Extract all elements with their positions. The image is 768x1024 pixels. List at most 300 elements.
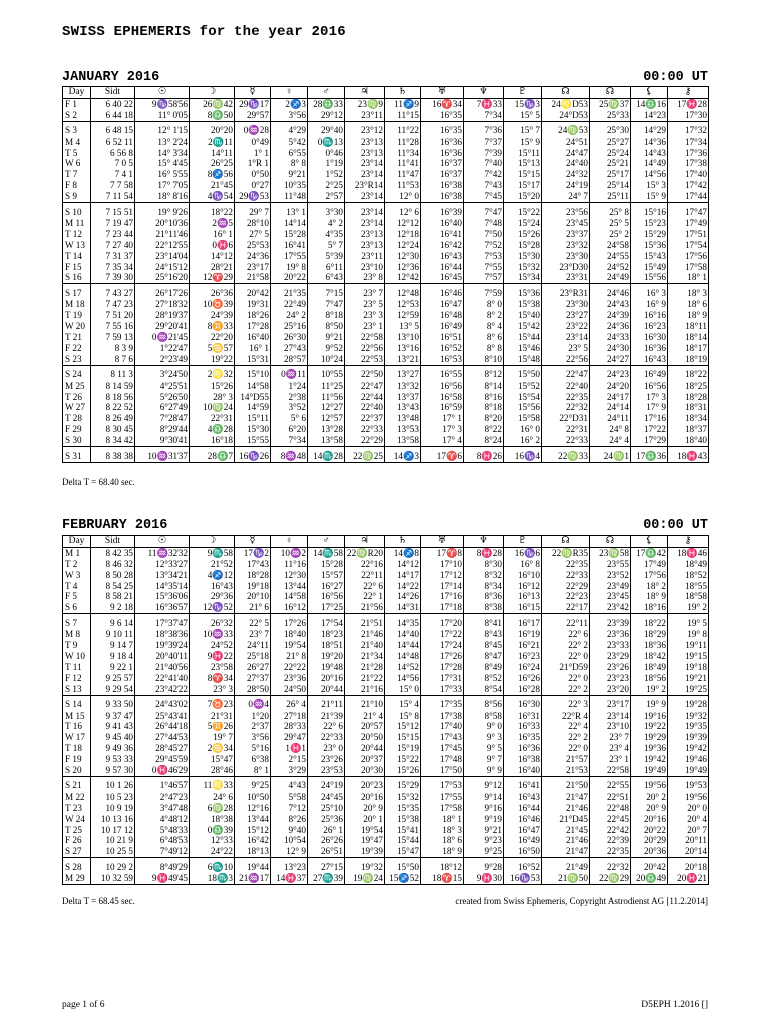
cell-day: T 14 [63,251,91,262]
cell-uranus: 16°51 [421,332,464,343]
column-header-pluto: ♇ [504,87,542,99]
cell-mercury: 17°43 [235,559,271,570]
cell-saturn: 11♐9 [385,99,421,110]
cell-jupiter: 23°13 [345,240,385,251]
column-header-lilith: ⚸ [631,87,668,99]
cell-mercury: 15°31 [235,354,271,365]
cell-pluto: 15°46 [504,343,542,354]
cell-lilith: 15° 3 [631,180,668,191]
cell-pluto: 15°38 [504,299,542,310]
cell-true-node: 24°11 [590,413,631,424]
cell-day: F 26 [63,836,91,847]
cell-moon: 29°36 [190,592,235,603]
cell-uranus: 18° 6 [421,836,464,847]
cell-mercury: 15°12 [235,825,271,836]
cell-mercury: 28°10 [235,218,271,229]
cell-mars: 5°39 [308,251,345,262]
cell-sidereal-time: 7 7 58 [91,180,135,191]
cell-uranus: 17°24 [421,640,464,651]
cell-sun: 9♓49'45 [135,873,190,884]
cell-neptune: 8°12 [464,365,504,381]
cell-sidereal-time: 7 19 47 [91,218,135,229]
cell-mean-node: 24°51 [542,137,590,148]
cell-sidereal-time: 6 44 18 [91,110,135,121]
cell-true-node: 25°27 [590,137,631,148]
cell-true-node: 25° 2 [590,229,631,240]
credit-line: created from Swiss Ephemeris, Copyright Astrodienst AG [11.2.2014] [455,896,708,906]
cell-venus: 14♓37 [271,873,308,884]
cell-sidereal-time: 10 5 23 [91,792,135,803]
cell-sidereal-time: 9 10 11 [91,629,135,640]
cell-uranus: 16°48 [421,310,464,321]
cell-sidereal-time: 8 14 59 [91,381,135,392]
cell-day: S 10 [63,203,91,219]
cell-chiron: 19°28 [668,695,709,711]
cell-mean-node: 22°35 [542,559,590,570]
cell-chiron: 19°53 [668,777,709,793]
cell-uranus: 17°31 [421,673,464,684]
cell-true-node: 24°20 [590,381,631,392]
cell-mean-node: 22°33 [542,435,590,446]
cell-mean-node: 22°32 [542,403,590,414]
cell-mean-node: 22° 2 [542,684,590,695]
cell-chiron: 17°58 [668,262,709,273]
cell-mean-node: 23°32 [542,240,590,251]
cell-mean-node: 22°31 [542,424,590,435]
cell-jupiter: 21° 4 [345,711,385,722]
cell-lilith: 19° 9 [631,695,668,711]
cell-sun: 7°28'47 [135,413,190,424]
cell-moon: 4♐12 [190,570,235,581]
cell-sun: 15°36'06 [135,592,190,603]
cell-lilith: 18° 9 [631,592,668,603]
cell-saturn: 13°21 [385,354,421,365]
cell-venus: 12° 9 [271,846,308,857]
cell-sidereal-time: 8 30 45 [91,424,135,435]
cell-chiron: 17°47 [668,203,709,219]
cell-true-node: 23°29 [590,651,631,662]
cell-chiron: 18°31 [668,403,709,414]
cell-true-node: 22°48 [590,803,631,814]
cell-sidereal-time: 8 38 38 [91,447,135,463]
table-row [63,732,709,743]
cell-saturn: 13°43 [385,403,421,414]
cell-jupiter: 23°10 [345,262,385,273]
cell-saturn: 15°35 [385,803,421,814]
cell-day: F 29 [63,424,91,435]
cell-venus: 7°12 [271,803,308,814]
cell-venus: 23°36 [271,673,308,684]
cell-mercury: 3°56 [235,732,271,743]
cell-lilith: 18°16 [631,602,668,613]
cell-day: T 5 [63,148,91,159]
cell-pluto: 15° 9 [504,137,542,148]
cell-day: F 8 [63,180,91,191]
cell-moon: 8♈34 [190,673,235,684]
cell-neptune: 7°37 [464,137,504,148]
table-row [63,592,709,603]
table-row [63,354,709,365]
cell-sun: 6°27'49 [135,403,190,414]
table-row [63,413,709,424]
cell-neptune: 8°43 [464,629,504,640]
cell-uranus: 17°28 [421,662,464,673]
cell-mars: 16°56 [308,592,345,603]
cell-mean-node: 22♍R35 [542,548,590,559]
cell-jupiter: 23°14 [345,203,385,219]
column-header-uranus: ♅ [421,87,464,99]
cell-mercury: 29♑17 [235,99,271,110]
cell-sun: 8°29'44 [135,424,190,435]
cell-mars: 13°28 [308,424,345,435]
cell-uranus: 16°37 [421,169,464,180]
cell-moon: 16° 1 [190,229,235,240]
cell-mars: 19°20 [308,651,345,662]
cell-jupiter: 23°13 [345,229,385,240]
cell-moon: 26°32 [190,614,235,630]
cell-jupiter: 19°32 [345,858,385,874]
cell-venus: 2♐3 [271,99,308,110]
cell-saturn: 13°16 [385,343,421,354]
cell-uranus: 17°48 [421,754,464,765]
cell-mars: 17°54 [308,614,345,630]
cell-chiron: 19°11 [668,640,709,651]
cell-saturn: 13°37 [385,392,421,403]
cell-sidereal-time: 7 43 27 [91,284,135,300]
cell-day: M 4 [63,137,91,148]
cell-neptune: 9°16 [464,803,504,814]
cell-true-node: 23°33 [590,640,631,651]
cell-neptune: 9° 7 [464,754,504,765]
cell-venus: 29°47 [271,732,308,743]
cell-pluto: 16°52 [504,858,542,874]
cell-mars: 4° 2 [308,218,345,229]
cell-jupiter: 23°14 [345,159,385,170]
cell-moon: 20°20 [190,121,235,137]
cell-day: T 23 [63,803,91,814]
cell-day: W 27 [63,403,91,414]
cell-saturn: 11°34 [385,148,421,159]
cell-sidereal-time: 9 33 50 [91,695,135,711]
cell-neptune: 7°52 [464,240,504,251]
cell-mean-node: 21°46 [542,803,590,814]
column-header-venus: ♀ [271,87,308,99]
table-row [63,548,709,559]
cell-sun: 18° 8'16 [135,191,190,202]
cell-saturn: 13° 5 [385,321,421,332]
cell-mercury: 18°26 [235,310,271,321]
table-row [63,191,709,202]
cell-mercury: 24°36 [235,251,271,262]
cell-mercury: 19°31 [235,299,271,310]
cell-neptune: 7°43 [464,180,504,191]
column-header-lilith: ⚸ [631,536,668,548]
table-row [63,169,709,180]
cell-mercury: 20°42 [235,284,271,300]
cell-saturn: 12°53 [385,299,421,310]
cell-mean-node: 24°32 [542,169,590,180]
cell-moon: 28°21 [190,262,235,273]
cell-mars: 1°52 [308,169,345,180]
cell-saturn: 13°58 [385,435,421,446]
cell-pluto: 16♑4 [504,447,542,463]
table-row [63,570,709,581]
cell-mars: 20°44 [308,684,345,695]
cell-sidereal-time: 8 34 42 [91,435,135,446]
cell-venus: 18°40 [271,629,308,640]
cell-mercury: 16°40 [235,332,271,343]
cell-saturn: 12° 6 [385,203,421,219]
cell-venus: 3°56 [271,110,308,121]
cell-day: T 4 [63,581,91,592]
cell-day: W 3 [63,570,91,581]
cell-venus: 5° 6 [271,413,308,424]
cell-neptune: 8°54 [464,684,504,695]
cell-lilith: 15°16 [631,203,668,219]
cell-chiron: 17♓28 [668,99,709,110]
cell-pluto: 16°46 [504,814,542,825]
cell-day: S 27 [63,846,91,857]
table-row [63,273,709,284]
column-header-uranus: ♅ [421,536,464,548]
cell-chiron: 18°22 [668,365,709,381]
cell-moon: 24°22 [190,846,235,857]
cell-saturn: 14°17 [385,570,421,581]
cell-sidereal-time: 7 0 5 [91,159,135,170]
cell-pluto: 16°49 [504,836,542,847]
cell-mercury: 23°17 [235,262,271,273]
cell-mean-node: 24° 7 [542,191,590,202]
cell-uranus: 18♈15 [421,873,464,884]
cell-chiron: 17°56 [668,251,709,262]
cell-sun: 21°11'46 [135,229,190,240]
table-row [63,137,709,148]
cell-mean-node: 21♍50 [542,873,590,884]
cell-true-node: 23°20 [590,684,631,695]
cell-mean-node: 23°D30 [542,262,590,273]
cell-venus: 4°43 [271,777,308,793]
cell-lilith: 16°16 [631,310,668,321]
cell-jupiter: 22° 1 [345,592,385,603]
cell-neptune: 8°18 [464,403,504,414]
cell-jupiter: 22°56 [345,343,385,354]
cell-mars: 26° 1 [308,825,345,836]
cell-neptune: 7°39 [464,148,504,159]
cell-moon: 21°45 [190,180,235,191]
cell-moon: 11♌33 [190,777,235,793]
cell-saturn: 14°44 [385,640,421,651]
cell-sun: 27°44'53 [135,732,190,743]
cell-venus: 7°34 [271,435,308,446]
cell-chiron: 20°11 [668,836,709,847]
cell-mean-node: 23°27 [542,310,590,321]
cell-true-node: 24♍1 [590,447,631,463]
cell-lilith: 20° 2 [631,792,668,803]
cell-sun: 24°15'12 [135,262,190,273]
column-header-jupiter: ♃ [345,87,385,99]
cell-moon: 2♒5 [190,218,235,229]
cell-saturn: 14°22 [385,581,421,592]
cell-venus: 21° 8 [271,651,308,662]
cell-mercury: 9°25 [235,777,271,793]
cell-saturn: 14°35 [385,614,421,630]
cell-sidereal-time: 6 52 11 [91,137,135,148]
cell-lilith: 15° 9 [631,191,668,202]
cell-pluto: 15°40 [504,310,542,321]
cell-moon: 15°47 [190,754,235,765]
cell-mars: 23°53 [308,765,345,776]
cell-jupiter: 22♍25 [345,447,385,463]
cell-mean-node: 22° 3 [542,695,590,711]
table-row [63,629,709,640]
cell-mercury: 14°58 [235,381,271,392]
cell-uranus: 17♈8 [421,548,464,559]
cell-mars: 25°10 [308,803,345,814]
cell-jupiter: 22°58 [345,332,385,343]
cell-chiron: 20°14 [668,846,709,857]
cell-true-node: 25♍37 [590,99,631,110]
cell-lilith: 16°36 [631,343,668,354]
cell-jupiter: 19°47 [345,836,385,847]
cell-saturn: 13°48 [385,413,421,424]
cell-chiron: 19°25 [668,684,709,695]
cell-moon: 14°12 [190,251,235,262]
cell-mercury: 15°10 [235,365,271,381]
cell-lilith: 20°16 [631,814,668,825]
cell-sidereal-time: 9 18 4 [91,651,135,662]
cell-chiron: 18°52 [668,570,709,581]
column-header-mean-node: ☊ [542,87,590,99]
cell-moon: 4♎28 [190,424,235,435]
cell-uranus: 18° 1 [421,814,464,825]
cell-saturn: 15° 0 [385,684,421,695]
table-row [63,262,709,273]
table-row [63,381,709,392]
cell-saturn: 12°18 [385,229,421,240]
column-header-true-node: ☊ [590,536,631,548]
cell-lilith: 17°16 [631,413,668,424]
cell-moon: 19°22 [190,354,235,365]
cell-saturn: 15°41 [385,825,421,836]
cell-day: S 3 [63,121,91,137]
cell-day: M 1 [63,548,91,559]
cell-mercury: 2°37 [235,722,271,733]
cell-moon: 0♎39 [190,825,235,836]
cell-chiron: 19°56 [668,792,709,803]
cell-true-node: 24°36 [590,321,631,332]
cell-lilith: 14°36 [631,137,668,148]
cell-sun: 19° 9'26 [135,203,190,219]
cell-venus: 12°30 [271,570,308,581]
cell-uranus: 16°41 [421,229,464,240]
cell-saturn: 11°41 [385,159,421,170]
cell-mean-node: 22♍33 [542,447,590,463]
cell-mean-node: 21°53 [542,765,590,776]
cell-day: T 28 [63,413,91,424]
cell-sidereal-time: 8 3 9 [91,343,135,354]
cell-uranus: 16°59 [421,403,464,414]
cell-sidereal-time: 9 49 36 [91,743,135,754]
cell-moon: 9♏58 [190,548,235,559]
cell-lilith: 15°23 [631,218,668,229]
month-name: JANUARY 2016 [62,70,160,85]
cell-jupiter: 23°11 [345,251,385,262]
cell-mars: 24°45 [308,792,345,803]
cell-mercury: 5°16 [235,743,271,754]
cell-jupiter: 20°37 [345,754,385,765]
cell-lilith: 18°29 [631,629,668,640]
cell-uranus: 17°18 [421,602,464,613]
cell-mean-node: 24°47 [542,148,590,159]
cell-mean-node: 23° 5 [542,343,590,354]
cell-mercury: 18°13 [235,846,271,857]
cell-sun: 19°39'24 [135,640,190,651]
cell-sidereal-time: 8 11 3 [91,365,135,381]
cell-pluto: 16°15 [504,602,542,613]
cell-mean-node: 22°56 [542,354,590,365]
cell-true-node: 23°42 [590,602,631,613]
month-time: 00:00 UT [643,518,708,533]
cell-mercury: 10°50 [235,792,271,803]
cell-moon: 28° 3 [190,392,235,403]
cell-neptune: 7°55 [464,262,504,273]
cell-sidereal-time: 7 55 16 [91,321,135,332]
cell-sun: 0♒21'45 [135,332,190,343]
cell-uranus: 17°40 [421,722,464,733]
cell-lilith: 20°29 [631,836,668,847]
cell-chiron: 17°44 [668,191,709,202]
table-row [63,873,709,884]
cell-sidereal-time: 8 18 56 [91,392,135,403]
cell-jupiter: 23° 1 [345,321,385,332]
cell-neptune: 8°45 [464,640,504,651]
cell-pluto: 15°26 [504,229,542,240]
cell-lilith: 19°49 [631,765,668,776]
cell-mercury: 0°50 [235,169,271,180]
cell-mean-node: 22° 2 [542,640,590,651]
cell-pluto: 15°24 [504,218,542,229]
cell-day: S 9 [63,191,91,202]
cell-sidereal-time: 7 35 34 [91,262,135,273]
cell-pluto: 15°56 [504,403,542,414]
cell-true-node: 23° 4 [590,743,631,754]
cell-venus: 28°57 [271,354,308,365]
cell-mercury: 0♒4 [235,695,271,711]
cell-mean-node: 24°19 [542,180,590,191]
cell-mars: 11°56 [308,392,345,403]
cell-pluto: 16° 0 [504,424,542,435]
cell-day: S 21 [63,777,91,793]
cell-mars: 22°33 [308,732,345,743]
cell-mercury: 23° 7 [235,629,271,640]
cell-lilith: 15°56 [631,273,668,284]
cell-neptune: 9° 3 [464,732,504,743]
cell-mars: 12°27 [308,403,345,414]
cell-sidereal-time: 9 57 30 [91,765,135,776]
cell-saturn: 15°50 [385,858,421,874]
cell-mercury: 24°11 [235,640,271,651]
table-row [63,711,709,722]
cell-moon: 18♏3 [190,873,235,884]
table-row [63,365,709,381]
cell-lilith: 16°49 [631,365,668,381]
cell-mercury: 16°42 [235,836,271,847]
cell-sidereal-time: 9 53 33 [91,754,135,765]
cell-sidereal-time: 7 15 51 [91,203,135,219]
cell-uranus: 16°40 [421,218,464,229]
cell-mercury: 29♑53 [235,191,271,202]
cell-lilith: 18° 2 [631,581,668,592]
